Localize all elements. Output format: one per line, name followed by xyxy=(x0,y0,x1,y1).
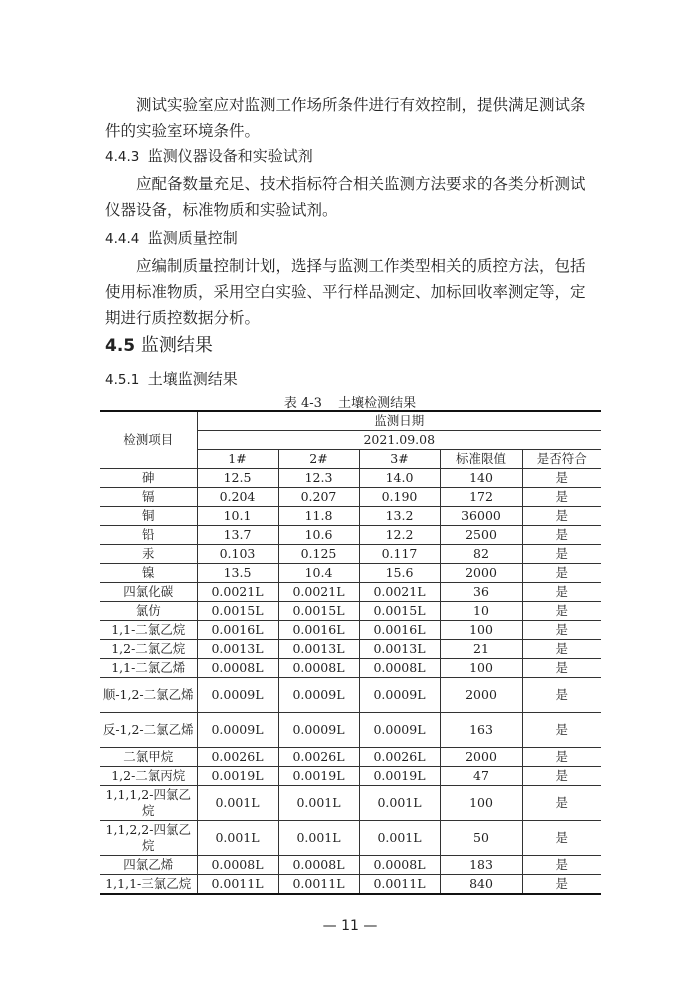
heading-4-5 xyxy=(105,336,213,356)
cell-value: 是 xyxy=(522,640,601,659)
table-row xyxy=(100,469,601,488)
cell-value: 100 xyxy=(440,786,522,821)
heading-4-5-1 xyxy=(105,369,238,390)
table-caption-title: 土壤检测结果 xyxy=(338,396,417,411)
cell-value: 15.6 xyxy=(359,564,440,583)
cell-value: 0.0011L xyxy=(359,875,440,895)
cell-value: 0.103 xyxy=(197,545,278,564)
cell-value: 0.0008L xyxy=(278,659,359,678)
cell-value: 0.0015L xyxy=(359,602,440,621)
table-row xyxy=(100,564,601,583)
cell-value: 是 xyxy=(522,564,601,583)
cell-value: 是 xyxy=(522,621,601,640)
cell-item-name: 1,1,1,2-四氯乙烷 xyxy=(100,786,197,821)
cell-value: 0.001L xyxy=(278,786,359,821)
cell-value: 0.0019L xyxy=(359,767,440,786)
table-row xyxy=(100,767,601,786)
cell-value: 0.0019L xyxy=(197,767,278,786)
heading-text: 监测质量控制 xyxy=(147,229,238,247)
cell-value: 是 xyxy=(522,545,601,564)
table-row xyxy=(100,488,601,507)
cell-item-name: 铜 xyxy=(100,507,197,526)
cell-item-name: 1,1-二氯乙烷 xyxy=(100,621,197,640)
cell-value: 12.3 xyxy=(278,469,359,488)
header-date-label: 监测日期 xyxy=(197,411,601,431)
cell-value: 0.0008L xyxy=(359,659,440,678)
cell-item-name: 镉 xyxy=(100,488,197,507)
cell-value: 36 xyxy=(440,583,522,602)
header-date-value: 2021.09.08 xyxy=(197,431,601,450)
cell-value: 36000 xyxy=(440,507,522,526)
cell-item-name: 砷 xyxy=(100,469,197,488)
cell-value: 2000 xyxy=(440,748,522,767)
cell-value: 是 xyxy=(522,488,601,507)
cell-value: 2500 xyxy=(440,526,522,545)
cell-value: 0.0016L xyxy=(197,621,278,640)
cell-value: 50 xyxy=(440,821,522,856)
cell-value: 是 xyxy=(522,526,601,545)
cell-value: 0.207 xyxy=(278,488,359,507)
cell-item-name: 1,2-二氯丙烷 xyxy=(100,767,197,786)
table-row xyxy=(100,545,601,564)
cell-value: 0.0009L xyxy=(278,713,359,748)
cell-value: 11.8 xyxy=(278,507,359,526)
cell-item-name: 铅 xyxy=(100,526,197,545)
cell-value: 0.125 xyxy=(278,545,359,564)
cell-value: 183 xyxy=(440,856,522,875)
heading-text: 土壤监测结果 xyxy=(147,370,238,388)
cell-value: 163 xyxy=(440,713,522,748)
cell-value: 是 xyxy=(522,602,601,621)
table-row xyxy=(100,602,601,621)
cell-value: 0.0008L xyxy=(359,856,440,875)
header-col-compliant: 是否符合 xyxy=(522,450,601,469)
cell-item-name: 四氯乙烯 xyxy=(100,856,197,875)
cell-value: 2000 xyxy=(440,564,522,583)
heading-4-4-4 xyxy=(105,228,238,249)
heading-4-4-3 xyxy=(105,146,313,167)
soil-results-table xyxy=(100,410,601,895)
heading-number: 4.5 xyxy=(105,336,136,356)
heading-number: 4.4.3 xyxy=(105,149,140,165)
cell-value: 21 xyxy=(440,640,522,659)
cell-value: 是 xyxy=(522,821,601,856)
cell-value: 100 xyxy=(440,621,522,640)
table-row xyxy=(100,856,601,875)
cell-value: 10.1 xyxy=(197,507,278,526)
cell-value: 2000 xyxy=(440,678,522,713)
header-col-limit: 标准限值 xyxy=(440,450,522,469)
cell-item-name: 1,1,1-三氯乙烷 xyxy=(100,875,197,895)
cell-item-name: 1,2-二氯乙烷 xyxy=(100,640,197,659)
table-row xyxy=(100,748,601,767)
paragraph-instruments: 应配备数量充足、技术指标符合相关监测方法要求的各类分析测试仪器设备，标准物质和实验试剂。 xyxy=(105,175,586,219)
cell-value: 10 xyxy=(440,602,522,621)
cell-value: 0.0013L xyxy=(197,640,278,659)
cell-value: 0.0009L xyxy=(278,678,359,713)
cell-value: 0.190 xyxy=(359,488,440,507)
cell-value: 840 xyxy=(440,875,522,895)
page-number: — 11 — xyxy=(322,918,378,934)
cell-value: 0.0009L xyxy=(359,713,440,748)
header-col-3: 3# xyxy=(359,450,440,469)
header-item: 检测项目 xyxy=(100,411,197,469)
heading-text: 监测仪器设备和实验试剂 xyxy=(147,147,313,165)
cell-value: 0.0011L xyxy=(197,875,278,895)
cell-value: 0.204 xyxy=(197,488,278,507)
cell-value: 0.0009L xyxy=(197,713,278,748)
cell-value: 0.117 xyxy=(359,545,440,564)
cell-value: 14.0 xyxy=(359,469,440,488)
cell-value: 0.0013L xyxy=(278,640,359,659)
cell-item-name: 镍 xyxy=(100,564,197,583)
table-row xyxy=(100,659,601,678)
cell-value: 0.001L xyxy=(197,786,278,821)
cell-value: 0.0026L xyxy=(359,748,440,767)
cell-value: 0.001L xyxy=(197,821,278,856)
paragraph-quality-control: 应编制质量控制计划，选择与监测工作类型相关的质控方法，包括使用标准物质，采用空白实验、平行样品测定、加标回收率测定等，定期进行质控数据分析。 xyxy=(105,257,586,327)
cell-value: 0.0019L xyxy=(278,767,359,786)
table-row xyxy=(100,678,601,713)
cell-value: 0.0026L xyxy=(197,748,278,767)
table-row xyxy=(100,821,601,856)
cell-item-name: 四氯化碳 xyxy=(100,583,197,602)
table-row xyxy=(100,507,601,526)
cell-value: 47 xyxy=(440,767,522,786)
cell-value: 172 xyxy=(440,488,522,507)
cell-value: 0.0016L xyxy=(359,621,440,640)
cell-value: 是 xyxy=(522,875,601,895)
cell-value: 10.6 xyxy=(278,526,359,545)
cell-value: 0.0021L xyxy=(278,583,359,602)
cell-value: 13.2 xyxy=(359,507,440,526)
table-caption-number: 表 4-3 xyxy=(283,396,322,411)
cell-value: 12.2 xyxy=(359,526,440,545)
cell-value: 0.0011L xyxy=(278,875,359,895)
cell-value: 10.4 xyxy=(278,564,359,583)
cell-value: 82 xyxy=(440,545,522,564)
cell-value: 0.001L xyxy=(359,786,440,821)
cell-value: 140 xyxy=(440,469,522,488)
cell-value: 13.7 xyxy=(197,526,278,545)
cell-item-name: 1,1-二氯乙烯 xyxy=(100,659,197,678)
paragraph-lab-conditions: 测试实验室应对监测工作场所条件进行有效控制，提供满足测试条件的实验室环境条件。 xyxy=(105,96,586,140)
cell-value: 0.0026L xyxy=(278,748,359,767)
cell-item-name: 汞 xyxy=(100,545,197,564)
cell-value: 是 xyxy=(522,469,601,488)
cell-value: 0.001L xyxy=(278,821,359,856)
cell-value: 0.0008L xyxy=(197,856,278,875)
heading-number: 4.5.1 xyxy=(105,372,140,388)
cell-value: 0.0015L xyxy=(278,602,359,621)
cell-value: 0.0021L xyxy=(359,583,440,602)
cell-value: 0.0021L xyxy=(197,583,278,602)
cell-item-name: 1,1,2,2-四氯乙烷 xyxy=(100,821,197,856)
cell-value: 是 xyxy=(522,767,601,786)
cell-value: 0.0009L xyxy=(197,678,278,713)
cell-value: 是 xyxy=(522,507,601,526)
cell-value: 100 xyxy=(440,659,522,678)
cell-value: 0.001L xyxy=(359,821,440,856)
cell-value: 是 xyxy=(522,583,601,602)
cell-item-name: 二氯甲烷 xyxy=(100,748,197,767)
table-row xyxy=(100,713,601,748)
cell-value: 是 xyxy=(522,678,601,713)
cell-value: 0.0008L xyxy=(197,659,278,678)
cell-value: 是 xyxy=(522,713,601,748)
table-row xyxy=(100,621,601,640)
cell-item-name: 反-1,2-二氯乙烯 xyxy=(100,713,197,748)
cell-value: 是 xyxy=(522,748,601,767)
table-caption xyxy=(0,392,700,411)
header-col-2: 2# xyxy=(278,450,359,469)
cell-value: 0.0008L xyxy=(278,856,359,875)
cell-value: 是 xyxy=(522,659,601,678)
heading-number: 4.4.4 xyxy=(105,231,140,247)
table-row xyxy=(100,786,601,821)
cell-value: 13.5 xyxy=(197,564,278,583)
cell-value: 0.0013L xyxy=(359,640,440,659)
table-row xyxy=(100,583,601,602)
cell-value: 是 xyxy=(522,856,601,875)
cell-value: 0.0015L xyxy=(197,602,278,621)
cell-value: 是 xyxy=(522,786,601,821)
cell-value: 0.0016L xyxy=(278,621,359,640)
header-col-1: 1# xyxy=(197,450,278,469)
cell-item-name: 顺-1,2-二氯乙烯 xyxy=(100,678,197,713)
heading-text: 监测结果 xyxy=(140,335,213,356)
cell-value: 0.0009L xyxy=(359,678,440,713)
table-row xyxy=(100,526,601,545)
table-row xyxy=(100,875,601,895)
cell-value: 12.5 xyxy=(197,469,278,488)
table-row xyxy=(100,640,601,659)
cell-item-name: 氯仿 xyxy=(100,602,197,621)
